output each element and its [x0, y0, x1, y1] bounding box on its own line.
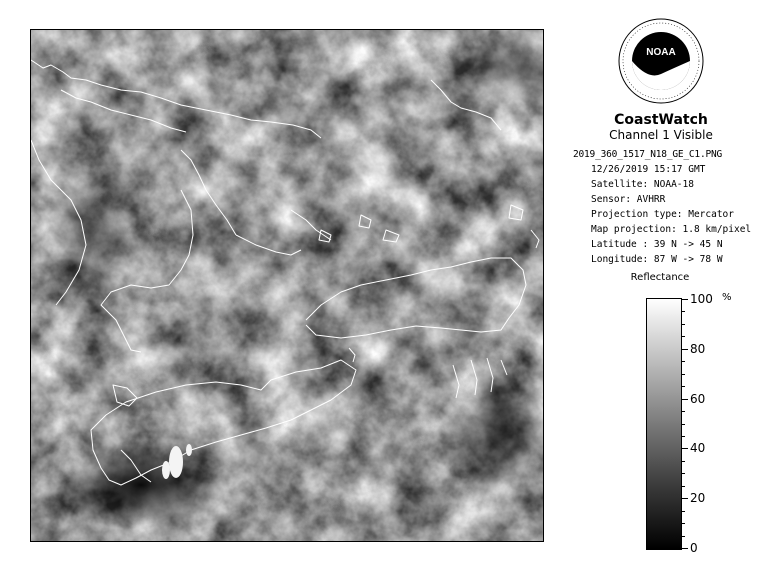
colorbar-minor-tick [682, 336, 685, 337]
longitude: Longitude: 87 W -> 78 W [591, 254, 723, 265]
projection-type: Projection type: Mercator [591, 209, 734, 220]
colorbar-minor-tick [682, 473, 685, 474]
latitude: Latitude : 39 N -> 45 N [591, 239, 723, 250]
colorbar-major-tick [682, 399, 688, 400]
colorbar-unit: % [722, 292, 732, 303]
colorbar-title: Reflectance [630, 272, 690, 283]
colorbar [646, 298, 682, 550]
datetime: 12/26/2019 15:17 GMT [591, 164, 706, 175]
colorbar-major-tick [682, 448, 688, 449]
map-projection: Map projection: 1.8 km/pixel [591, 224, 752, 235]
colorbar-minor-tick [682, 461, 685, 462]
satellite-image-panel [30, 29, 544, 542]
filename: 2019_360_1517_N18_GE_C1.PNG [573, 149, 723, 160]
colorbar-tick-label: 80 [690, 341, 706, 356]
noaa-logo [618, 18, 704, 104]
colorbar-minor-tick [682, 523, 685, 524]
colorbar-tick-label: 60 [690, 391, 706, 406]
colorbar-tick-label: 20 [690, 491, 706, 506]
satellite: Satellite: NOAA-18 [591, 179, 694, 190]
colorbar-minor-tick [682, 386, 685, 387]
colorbar-minor-tick [682, 436, 685, 437]
colorbar-minor-tick [682, 486, 685, 487]
colorbar-minor-tick [682, 424, 685, 425]
colorbar-minor-tick [682, 324, 685, 325]
colorbar-tick-label: 100 [690, 292, 713, 306]
clear-sky-region [41, 150, 141, 310]
colorbar-major-tick [682, 548, 688, 549]
colorbar-minor-tick [682, 361, 685, 362]
colorbar-tick-label: 0 [690, 541, 698, 555]
title-block [560, 112, 762, 143]
metadata-block [573, 147, 773, 267]
colorbar-minor-tick [682, 411, 685, 412]
channel-label: Channel 1 Visible [609, 128, 713, 142]
colorbar-minor-tick [682, 311, 685, 312]
colorbar-minor-tick [682, 511, 685, 512]
logo-text: NOAA [646, 47, 676, 58]
colorbar-minor-tick [682, 374, 685, 375]
colorbar-major-tick [682, 498, 688, 499]
colorbar-major-tick [682, 299, 688, 300]
clear-sky-region [56, 440, 226, 530]
sensor: Sensor: AVHRR [591, 194, 666, 205]
colorbar-major-tick [682, 349, 688, 350]
noaa-seal-icon [618, 18, 704, 104]
colorbar-tick-label: 40 [690, 441, 706, 456]
colorbar-minor-tick [682, 536, 685, 537]
satellite-map [31, 30, 543, 541]
app-title: CoastWatch [614, 112, 708, 128]
